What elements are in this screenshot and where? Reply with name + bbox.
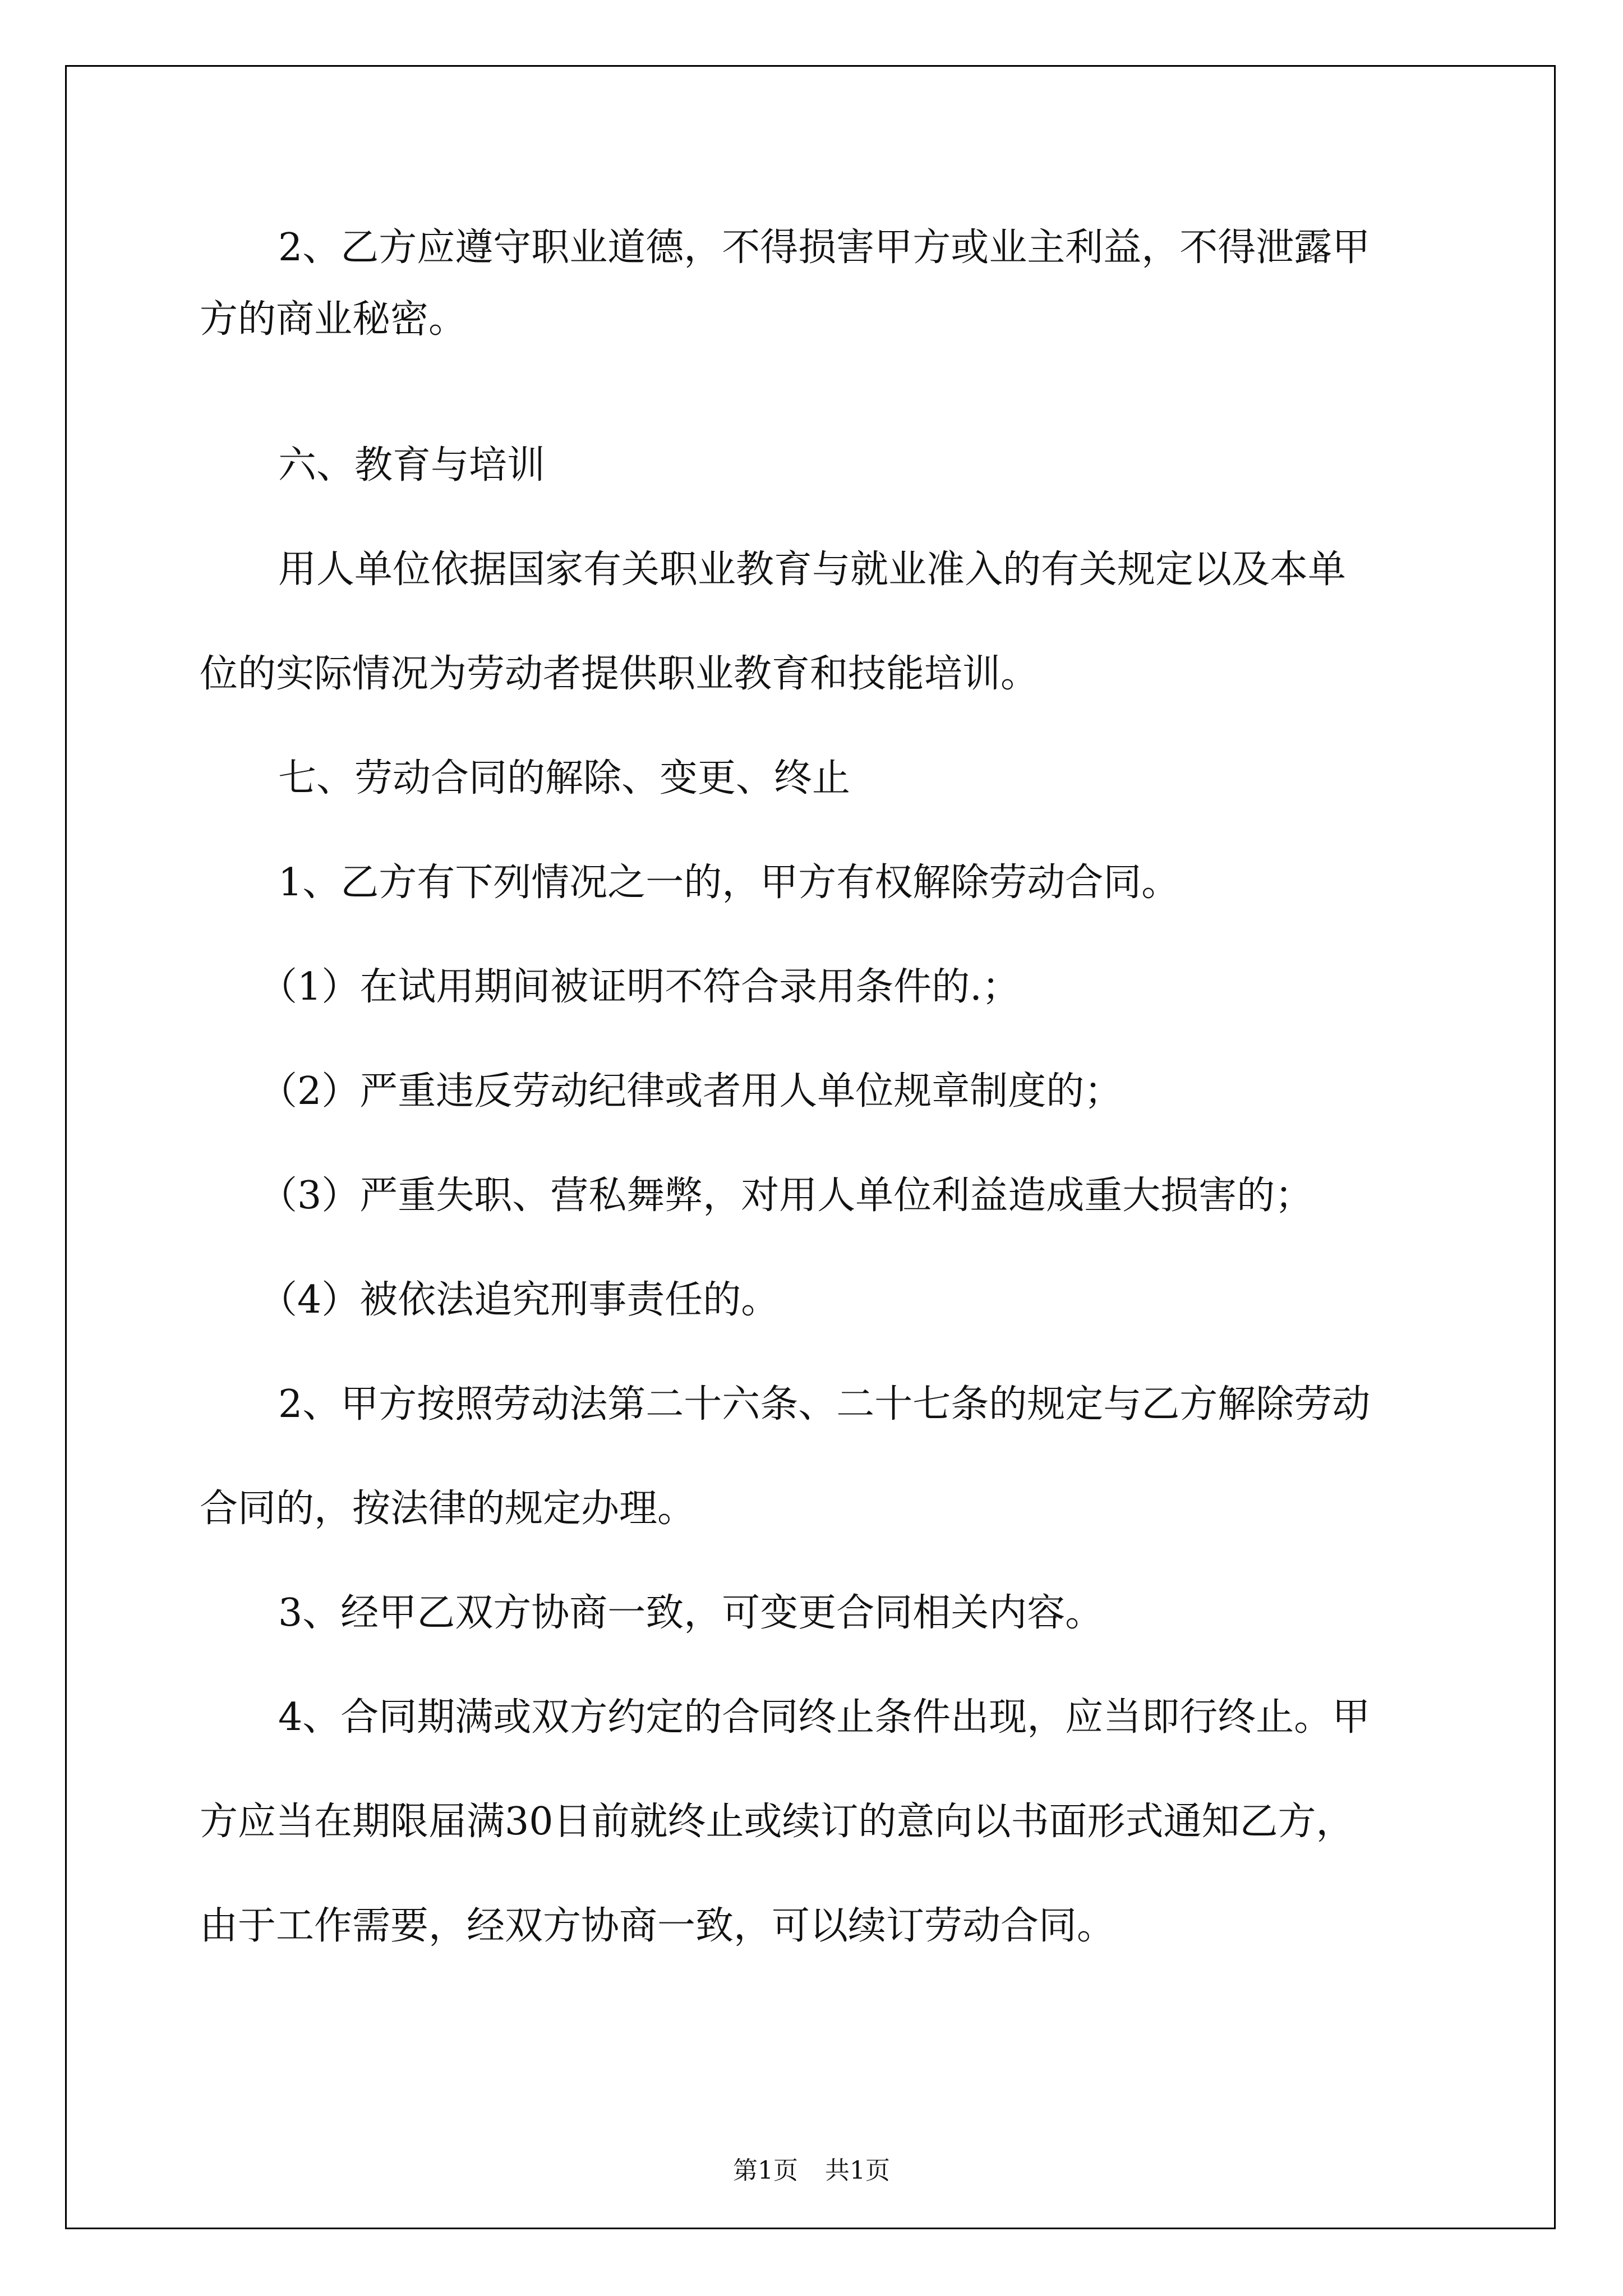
paragraph-line: 3、经甲乙双方协商一致，可变更合同相关内容。	[278, 1591, 1104, 1635]
paragraph-line: 1、乙方有下列情况之一的，甲方有权解除劳动合同。	[278, 861, 1180, 905]
paragraph-line: 2、甲方按照劳动法第二十六条、二十七条的规定与乙方解除劳动	[278, 1382, 1371, 1427]
page-total: 共1页	[825, 2156, 890, 2185]
page-footer	[0, 2150, 1623, 2186]
list-item: （2）严重违反劳动纪律或者用人单位规章制度的；	[259, 1069, 1123, 1114]
paragraph-line: 方的商业秘密。	[200, 297, 467, 342]
paragraph-line: 方应当在期限届满30日前就终止或续订的意向以书面形式通知乙方，	[200, 1800, 1354, 1844]
list-item: （4）被依法追究刑事责任的。	[259, 1278, 780, 1322]
paragraph-line: 4、合同期满或双方约定的合同终止条件出现，应当即行终止。甲	[278, 1695, 1371, 1740]
paragraph-line: 用人单位依据国家有关职业教育与就业准入的有关规定以及本单	[278, 547, 1347, 592]
list-item: （3）严重失职、营私舞弊，对用人单位利益造成重大损害的；	[259, 1174, 1313, 1218]
paragraph-line: 位的实际情况为劳动者提供职业教育和技能培训。	[200, 652, 1039, 696]
paragraph-line: 合同的，按法律的规定办理。	[200, 1487, 696, 1531]
paragraph-line: 2、乙方应遵守职业道德，不得损害甲方或业主利益，不得泄露甲	[278, 226, 1371, 270]
list-item: （1）在试用期间被证明不符合录用条件的.；	[259, 965, 1020, 1009]
section-heading: 六、教育与培训	[278, 443, 546, 487]
page-number: 第1页	[733, 2156, 798, 2185]
section-heading: 七、劳动合同的解除、变更、终止	[278, 756, 851, 800]
paragraph-line: 由于工作需要，经双方协商一致，可以续订劳动合同。	[200, 1904, 1115, 1948]
